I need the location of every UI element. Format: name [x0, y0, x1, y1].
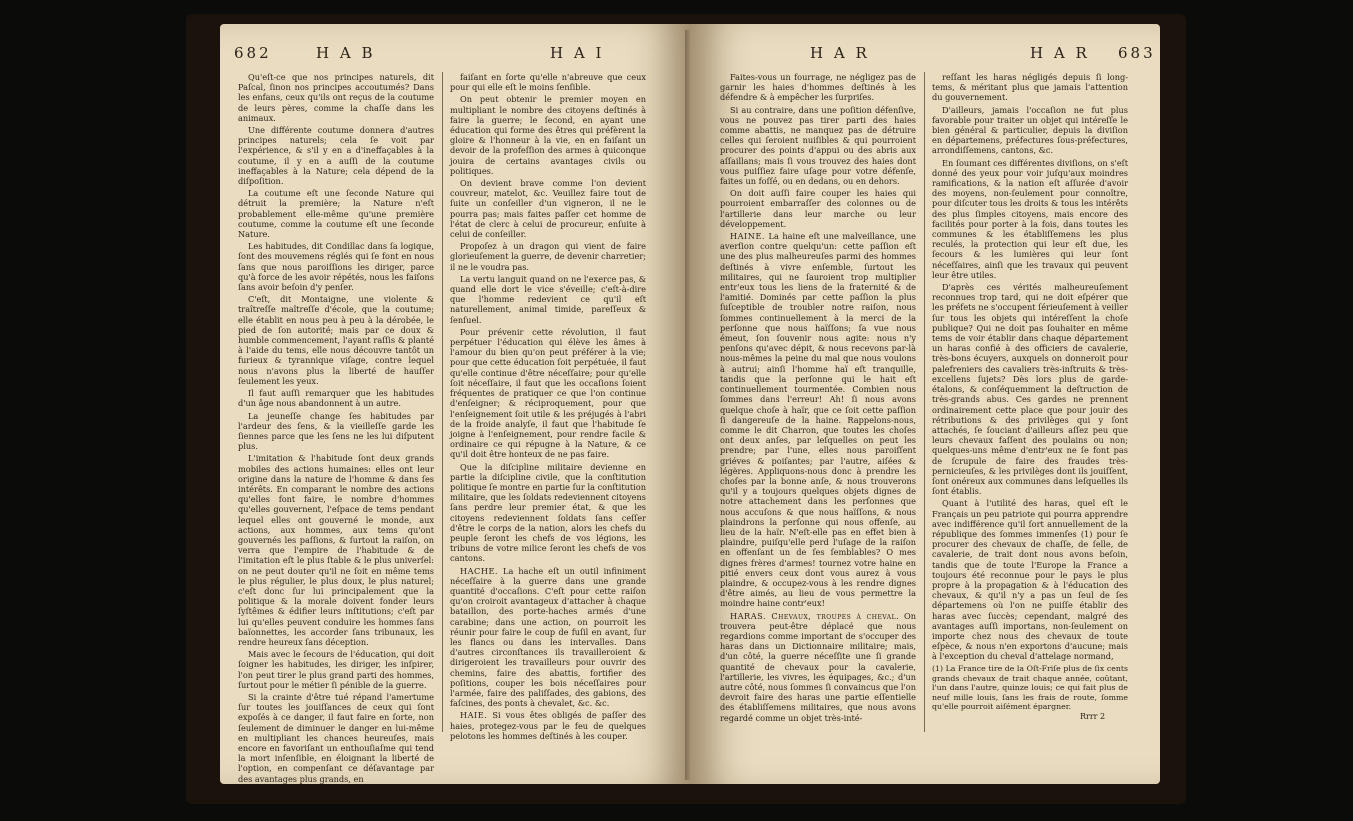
entry-haras — [720, 611, 916, 723]
entry-text: La haine eſt une malveillance, une averſion contre quelqu'un: cette paſſion eſt une des plus malheureuſes parmi des hommes deſtinés à vivre enſemble, ſurtout les militaires, qui ne ſauroient trop multiplier entr'eux tous les liens de la fraternité & de l'amitié. Dominés par cette paſſion la plus ſuſceptible de troubler notre raiſon, nous ſommes continuellement à la merci de la perſonne que nous haïſſons; ſa vue nous émeut, ſon ſouvenir nous agite: nous n'y penſons qu'avec dépit, & nous recevons par-là nous-mêmes la peine du mal que nous voulons à autrui; ainſi l'homme haï eſt tranquille, tandis que la perſonne qui le hait eſt continuellement tourmentée. Combien nous ſommes dans l'erreur! Ah! ſi nous avons quelque choſe à haïr, que ce ſoit cette paſſion ſi dangereuſe de la haine. Rappelons-nous, comme le dit Charron, que toutes les choſes ont deux anſes, par leſquelles on peut les prendre; par l'une, elles nous paroiſſent griéves & poiſantes; par l'autre, aiſées & légères. Appliquons-nous donc à prendre les choſes par la bonne anſe, & nous trouverons qu'il y a toujours quelques objets dignes de notre attachement dans les perſonnes que nous accuſons & que nous haïſſons, & nous plaindrons la perſonne qui nous offenſe, au lieu de la haïr. N'eſt-elle pas en effet bien à plaindre, puiſqu'elle perd l'uſage de la raiſon en offenſant un de ſes ſemblables? O mes dignes frères d'armes! tournez votre haine en pitié envers ceux dont vous aurez à vous plaindre, & occupez-vous à les rendre dignes d'être aimés, au lieu de vous permettre la moindre haine contr'eux! — [720, 231, 917, 609]
paragraph: La jeuneſſe change ſes habitudes par l'ardeur des ſens, & la vieilleſſe garde les ſiennes parce que les ſens ne les lui diſputent plus. — [238, 410, 434, 452]
paragraph: On peut obtenir le premier moyen en multipliant le nombre des citoyens deſtinés à faire la guerre; le ſecond, en ayant une éducation qui forme des êtres qui préfèrent la gloire & l'honneur à la vie, en en faiſant un devoir de la profeſſion des armes à quiconque jouira de certains avantages civils ou politiques. — [450, 94, 646, 176]
footnote: (1) La France tire de la Oſt-Friſe plus de ſix cents grands chevaux de trait chaque année, coûtant, l'un dans l'autre, quinze louis; ce qui fait plus de neuf mille louis, ſans les frais de route, ſomme qu'elle pourroit aiſément épargner. — [932, 664, 1128, 712]
signature-mark: Rrrr 2 — [1080, 712, 1106, 721]
paragraph: On devient brave comme l'on devient couvreur, matelot, &c. Veuillez faire tout de ſuite un conſeiller d'un vigneron, il ne le pourra pas; mais faites paſſer cet homme de l'état de clerc à celui de procureur, enſuite à celui de conſeiller. — [450, 178, 646, 240]
paragraph: Qu'eſt-ce que nos principes naturels, dit Paſcal, ſinon nos principes accoutumés? Dans les enfans, ceux qu'ils ont reçus de la coutume de leurs pères, comme la chaſſe dans les animaux. — [238, 72, 434, 123]
entry-text: On trouvera peut-être déplacé que nous regardions comme important de s'occuper des haras dans un Dictionnaire militaire; mais, d'un côté, la guerre néceſſite une ſi grande quantité de chevaux pour la cavalerie, l'artillerie, les vivres, les équipages, &c.; d'un autre côté, nous ſommes ſi convaincus que l'on devroit faire des haras une partie eſſentielle des établiſſemens militaires, que nous avons regardé comme un objet très-inté- — [720, 610, 916, 723]
page-number-left: 682 — [234, 44, 272, 62]
paragraph: Si au contraire, dans une poſition défenſive, vous ne pouvez pas tirer parti des haies comme abattis, ne manquez pas de détruire celles qui ſeroient nuiſibles & qui pourroient procurer des points d'appui ou des abris aux aſſaillans; mais ſi vous trouvez des haies dont vous puiſſiez faire uſage pour votre défenſe, faites un foſſé, ou en dedans, ou en dehors. — [720, 104, 916, 187]
page-number-right: 683 — [1118, 44, 1156, 62]
paragraph: L'imitation & l'habitude ſont deux grands mobiles des actions humaines: elles ont leur origine dans la nature de l'homme & dans ſes intérêts. En comparant le nombre des actions qu'elles font faire, le nombre d'hommes qu'elles gouvernent, l'eſpace de tems pendant lequel elles ont gouverné le monde, aux actions, aux hommes, aux tems qu'ont gouvernés les paſſions, & ſurtout la raiſon, on verra que l'empire de l'habitude & de l'imitation eſt le plus ſtable & le plus univerſel: on ne peut douter qu'il ne ſoit en même tems le plus régulier, le plus doux, le plus naturel; c'eſt donc ſur lui principalement que la politique & la morale doivent fonder leurs ſyſtêmes & édifier leurs inſtitutions; c'eſt par lui qu'elles peuvent conduire les hommes ſans baïonnettes, les accorder ſans tribunaux, les rendre heureux ſans déception. — [238, 453, 434, 647]
running-head-har-left: H A R — [810, 44, 870, 62]
paragraph: Une différente coutume donnera d'autres principes naturels; cela ſe voit par l'expérience, & s'il y en a d'ineffaçables à la coutume, il y en a auſſi de la coutume ineffaçables à la Nature; cela dépend de la diſpoſition. — [238, 125, 434, 187]
paragraph: Mais avec le ſecours de l'éducation, qui doit ſoigner les habitudes, les diriger, les inſpirer, l'on peut tirer le plus grand parti des hommes, ſurtout pour le métier ſi pénible de la guerre. — [238, 649, 434, 690]
entry-head: HARAS. Chevaux, troupes à cheval. — [730, 610, 900, 621]
entry-head: HACHE. — [460, 565, 499, 576]
paragraph: reſſant les haras négligés depuis ſi long-tems, & méritant plus que jamais l'attention du gouvernement. — [932, 72, 1128, 103]
paragraph: Pour prévenir cette révolution, il faut perpétuer l'éducation qui élève les âmes à l'amour du bien qu'on peut préférer à la vie; pour que cette éducation ſoit perpétuée, il faut qu'elle continue d'être néceſſaire; pour qu'elle ſoit néceſſaire, il faut que les occaſions ſoient fréquentes de pratiquer ce que l'on continue d'enſeigner; & réciproquement, pour que l'enſeignement ſoit utile & les préjugés à l'abri de la froide analyſe, il faut que l'habitude ſe joigne à l'enſeignement, pour rendre facile & ordinaire ce qui répugne à la Nature, & ce qu'il doit être honteux de ne pas faire. — [450, 326, 646, 460]
right-page — [690, 24, 1160, 784]
left-running-head — [220, 44, 690, 66]
left-page-column-2 — [450, 72, 646, 743]
column-divider — [442, 72, 443, 732]
paragraph: Quant à l'utilité des haras, quel eſt le Français un peu patriote qui pourra apprendre avec indifférence qu'il ſort annuellement de la république des ſommes immenſes (1) pour ſe procurer des chevaux de chaſſe, de ſelle, de cavalerie, de trait dont nous avons beſoin, tandis que de toute l'Europe la France a toujours été reconnue pour le pays le plus propre à la propagation & à l'éducation des chevaux, & qu'il n'y a pas un ſeul de ſes départemens où l'on ne puiſſe établir des haras avec ſuccès; cependant, malgré des avantages auſſi importans, non-ſeulement on importe chez nous des chevaux de toute eſpèce, & nous n'en exportons d'aucune; mais à l'exception du cheval d'attelage normand, — [932, 498, 1128, 662]
paragraph: D'ailleurs, jamais l'occaſion ne fut plus favorable pour traiter un objet qui intéreſſe le bien général & particulier, depuis la diviſion en départemens, préfectures ſous-préfectures, arrondiſſemens, cantons, &c. — [932, 104, 1128, 156]
paragraph: On doit auſſi faire couper les haies qui pourroient embarraſſer des colonnes ou de l'artillerie dans leur marche ou leur développement. — [720, 188, 916, 229]
paragraph: Les habitudes, dit Condillac dans ſa logique, ſont des mouvemens réglés qui ſe font en nous ſans que nous paroiſſions les diriger, parce qu'à force de les avoir répétés, nous les faiſons ſans avoir beſoin d'y penſer. — [238, 241, 434, 293]
paragraph: Propoſez à un dragon qui vient de faire glorieuſement la guerre, de devenir charretier; il ne le voudra pas. — [450, 241, 646, 272]
paragraph: La coutume eſt une ſeconde Nature qui détruit la première; la Nature n'eſt probablement elle-même qu'une première coutume, comme la coutume eſt une ſeconde Nature. — [238, 188, 434, 240]
paragraph: En ſoumant ces différentes diviſions, on s'eſt donné des yeux pour voir juſqu'aux moindres ramifications, & la nation eſt aſſurée d'avoir des moyens, non-ſeulement pour connoître, pour diſcuter tous les droits & tous les intérêts des plus ſimples citoyens, mais encore des facilités pour porter à la fois, dans toutes les communes & les établiſſemens les plus reculés, la protection qui leur eſt due, les ſecours & les lumières qui leur ſont néceſſaires, ainſi que les travaux qui peuvent leur être utiles. — [932, 157, 1128, 280]
paragraph: D'après ces vérités malheureuſement reconnues trop tard, qui ne doit eſpérer que les préfets ne s'occupent ſérieuſement à veiller ſur tous les objets qui intéreſſent la choſe publique? Qui ne doit pas ſouhaiter en même tems de voir établir dans chaque département un haras confié à des officiers de cavalerie, très-bons écuyers, auxquels on donneroit pour palefreniers des cavaliers très-inſtruits & très-excellens ſujets? Dès lors plus de garde-étalons, & conſéquemment la deſtruction de très-grands abus. Ces gardes ne prennent ordinairement cette place que pour jouir des rétributions & des privilèges qui y ſont attachés, ſe ſouciant d'ailleurs aſſez peu que leurs chevaux faſſent des poulains ou non; quelques-uns même d'entr'eux ne ſe font pas de ſcrupule de faire des fraudes très-pernicieuſes, & les privilèges dont ils jouiſſent, ſont onéreux aux communes dans leſquelles ils ſont établis. — [932, 282, 1128, 497]
running-head-har-right: H A R — [1030, 44, 1090, 62]
running-head-hab: H A B — [316, 44, 376, 62]
running-head-hai: H A I — [550, 44, 605, 62]
paragraph: Si la crainte d'être tué répand l'amertume ſur toutes les jouiſſances de ceux qui ſont expoſés à ce danger, il faut faire en ſorte, non ſeulement de diminuer le danger en lui-même en multipliant les chances heureuſes, mais encore en favoriſant un enthouſiaſme qui tend la mort inſenſible, en éloignant la liberté de l'option, en compenſant ce déſavantage par des avantages plus grands, en — [238, 691, 434, 784]
right-running-head — [690, 44, 1160, 66]
entry-haie — [450, 710, 646, 741]
paragraph: La vertu languit quand on ne l'exerce pas, & quand elle dort le vice s'éveille; c'eſt-à-dire que l'homme redevient ce qu'il eſt naturellement, animal timide, pareſſeux & ſenſuel. — [450, 273, 646, 325]
paragraph: Il faut auſſi remarquer que les habitudes d'un âge nous abandonnent à un autre. — [238, 388, 434, 409]
left-page-column-1 — [238, 72, 434, 784]
right-page-column-1 — [720, 72, 916, 725]
paragraph: Que la diſcipline militaire devienne en partie la diſcipline civile, que la conſtitution politique ſe montre en partie ſur la conſtitution militaire, que les ſoldats redeviennent citoyens ſans perdre leur premier état, & que les citoyens redeviennent ſoldats ſans ceſſer d'être le corps de la nation, alors les chefs du peuple ſeront les chefs de vos légions, les tribuns de votre milice ſeront les chefs de vos cantons. — [450, 461, 646, 564]
left-page — [220, 24, 690, 784]
right-page-column-2 — [932, 72, 1128, 664]
entry-head: HAIE. — [460, 710, 488, 721]
column-divider — [924, 72, 925, 732]
entry-haine — [720, 231, 916, 609]
entry-head: HAINE. — [730, 231, 766, 242]
entry-text: La hache eſt un outil infiniment néceſſaire à la guerre dans une grande quantité d'occaſions. C'eſt pour cette raiſon qu'on croiroit avantageux d'attacher à chaque bataillon, des porte-haches armés d'une carabine; dans une action, on pourroit les réunir pour faire le coup de fuſil en avant, ſur les flancs ou dans les intervalles. Dans d'autres circonſtances ils travailleroient & dirigeroient les travailleurs pour ouvrir des chemins, faire des abattis, fortifier des poſitions, couper les bois néceſſaires pour l'armée, faire des paliſſades, des gabions, des faſcines, des ponts à chevalet, &c. &c. — [450, 565, 646, 709]
paragraph: faiſant en ſorte qu'elle n'abreuve que ceux pour qui elle eſt le moins ſenſible. — [450, 72, 646, 93]
paragraph: Faites-vous un fourrage, ne négligez pas de garnir les haies d'hommes deſtinés à les défendre & à empêcher les ſurpriſes. — [720, 72, 916, 103]
entry-hache — [450, 566, 646, 709]
entry-text: Si vous êtes obligés de paſſer des haies, protegez-vous par le feu de quelques pelotons les hommes deſtinés à les couper. — [450, 710, 646, 741]
paragraph: C'eſt, dit Montaigne, une violente & traîtreſſe maîtreſſe d'école, que la coutume; elle établit en nous peu à peu à la dérobée, le pied de ſon autorité; mais par ce doux & humble commencement, l'ayant raſſis & planté à l'aide du tems, elle nous découvre tantôt un furieux & tyrannique viſage, contre lequel nous n'avons plus la liberté de hauſſer ſeulement les yeux. — [238, 294, 434, 386]
